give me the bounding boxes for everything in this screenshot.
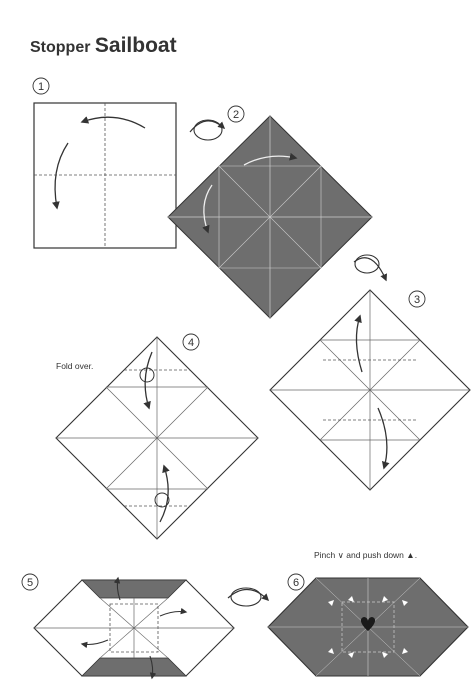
fold-over-note: Fold over.	[56, 361, 94, 371]
push-down-icon: ▲	[406, 550, 415, 560]
step-5	[22, 574, 234, 678]
step-number: 6	[292, 577, 300, 589]
step-number: 3	[413, 294, 421, 306]
pinch-icon: ∨	[337, 550, 344, 560]
step-4	[56, 334, 258, 539]
colored-band-top	[82, 580, 186, 598]
pinch-label: Pinch	[314, 550, 336, 560]
title-word-sailboat: Sailboat	[94, 34, 177, 57]
step-number: 2	[232, 109, 240, 121]
title-word-stopper: Stopper	[30, 39, 91, 56]
turn-over-icon	[190, 120, 224, 140]
pinch-note: Pinch ∨ and push down ▲.	[314, 550, 418, 560]
step-number: 1	[37, 81, 45, 93]
step-number: 5	[26, 577, 34, 589]
push-down-label: and push down	[346, 550, 404, 560]
step-3	[270, 290, 470, 490]
turn-over-icon	[228, 588, 268, 606]
turn-over-icon	[354, 255, 386, 280]
step-number: 4	[187, 337, 195, 349]
colored-band-bottom	[82, 658, 186, 676]
step-1	[33, 78, 176, 248]
step-6	[268, 574, 468, 676]
